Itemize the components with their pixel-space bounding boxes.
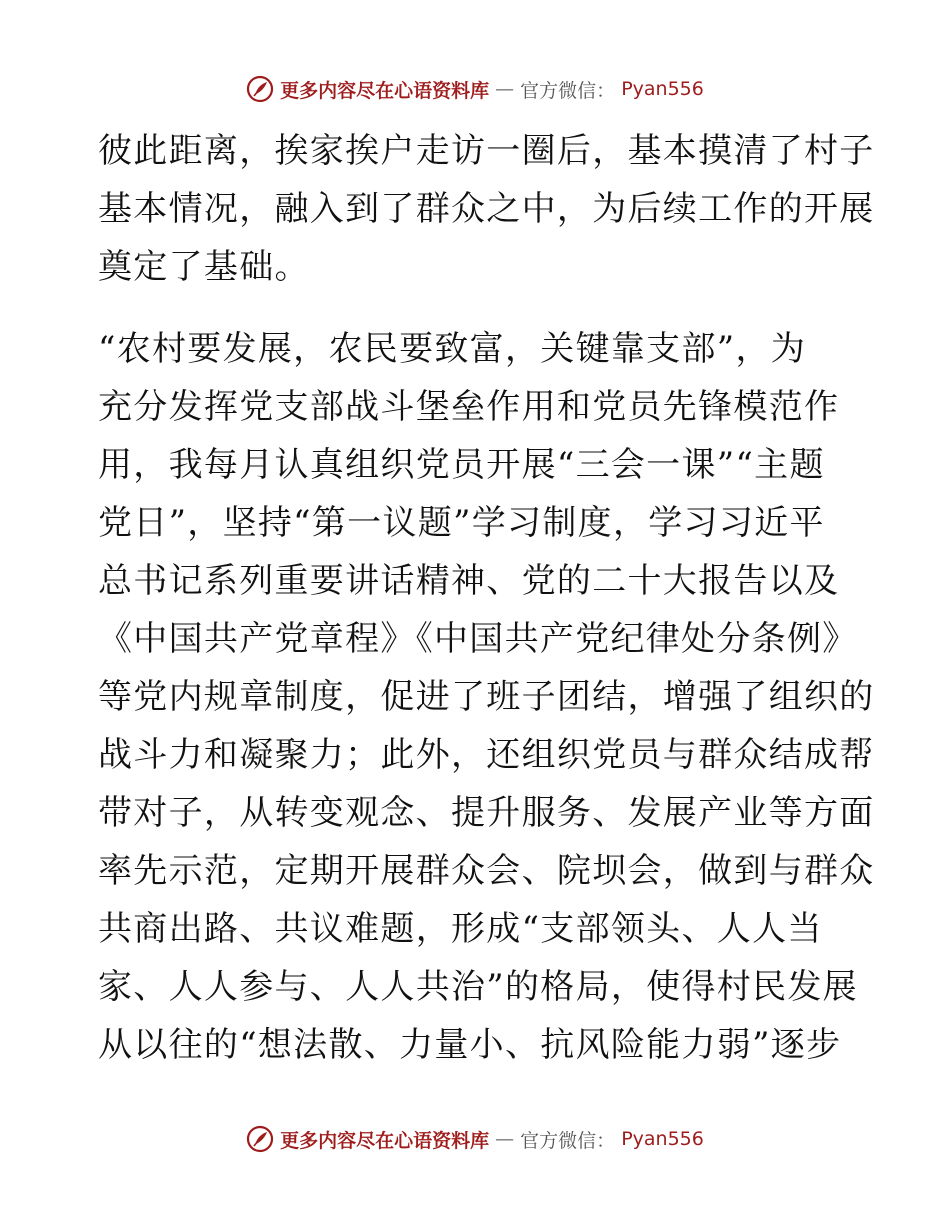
banner-wechat-label: 官方微信： <box>520 79 616 102</box>
text-line: 带对子，从转变观念、提升服务、发展产业等方面 <box>98 793 875 833</box>
banner-title: 更多内容尽在心语资料库 <box>280 1129 490 1152</box>
banner-wechat-id: Pyan556 <box>621 1128 704 1150</box>
feather-pen-logo-icon <box>246 1125 274 1153</box>
text-line: 总书记系列重要讲话精神、党的二十大报告以及 <box>98 561 840 601</box>
text-line: 等党内规章制度，促进了班子团结，增强了组织的 <box>98 677 875 717</box>
text-line: 充分发挥党支部战斗堡垒作用和党员先锋模范作 <box>98 387 840 427</box>
paragraph-1 <box>98 122 875 296</box>
paragraph-gap <box>98 296 858 320</box>
banner-separator: — <box>495 78 515 100</box>
banner-separator: — <box>495 1128 515 1150</box>
footer-banner <box>0 1122 950 1156</box>
banner-wechat-id: Pyan556 <box>621 78 704 100</box>
paragraph-2 <box>98 320 875 1074</box>
header-banner <box>0 72 950 106</box>
banner-title: 更多内容尽在心语资料库 <box>280 79 490 102</box>
document-body <box>98 122 875 1074</box>
feather-pen-logo-icon <box>246 75 274 103</box>
text-line: 用，我每月认真组织党员开展“三会一课”“主题 <box>98 445 825 485</box>
banner-wechat-label: 官方微信： <box>520 1129 616 1152</box>
text-line: 战斗力和凝聚力；此外，还组织党员与群众结成帮 <box>98 735 875 775</box>
text-line: 率先示范，定期开展群众会、院坝会，做到与群众 <box>98 851 875 891</box>
text-line: 奠定了基础。 <box>98 247 310 287</box>
text-line: 《中国共产党章程》《中国共产党纪律处分条例》 <box>98 619 858 659</box>
text-line: 基本情况，融入到了群众之中，为后续工作的开展 <box>98 189 875 229</box>
text-line: “农村要发展，农民要致富，关键靠支部”，为 <box>98 329 807 369</box>
text-line: 从以往的“想法散、力量小、抗风险能力弱”逐步 <box>98 1025 842 1065</box>
text-line: 彼此距离，挨家挨户走访一圈后，基本摸清了村子 <box>98 131 875 171</box>
text-line: 共商出路、共议难题，形成“支部领头、人人当 <box>98 909 823 949</box>
text-line: 党日”，坚持“第一议题”学习制度，学习习近平 <box>98 503 825 543</box>
text-line: 家、人人参与、人人共治”的格局，使得村民发展 <box>98 967 858 1007</box>
